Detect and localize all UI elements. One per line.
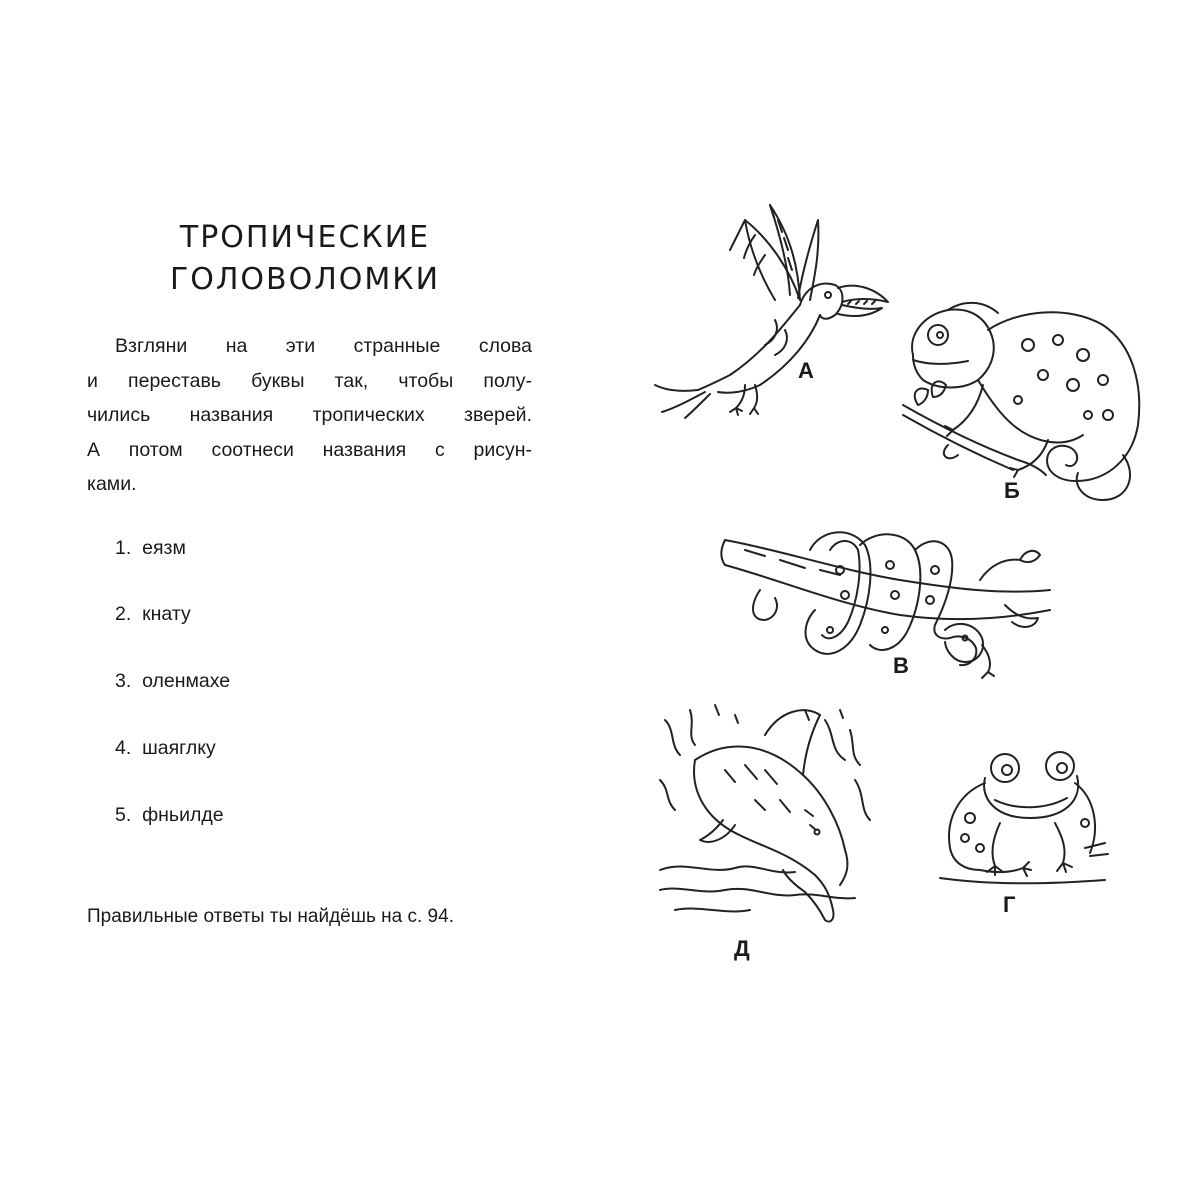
puzzle-word: шаяглку (142, 737, 216, 759)
list-item (115, 601, 191, 627)
puzzle-number: 2. (115, 603, 132, 625)
picture-letter-g: Г (1003, 892, 1016, 917)
intro-paragraph (87, 329, 532, 502)
intro-line-4: А потом соотнеси названия с рисун- (87, 438, 532, 461)
picture-letter-b: Б (1004, 478, 1020, 503)
puzzle-word: еязм (142, 537, 186, 559)
chameleon-illustration (898, 285, 1160, 515)
answers-note: Правильные ответы ты найдёшь на с. 94. (87, 906, 454, 927)
frog-illustration (935, 738, 1110, 888)
intro-line-5: ками. (87, 473, 137, 495)
intro-line-3: чились названия тропических зверей. (87, 404, 532, 426)
list-item (115, 735, 216, 761)
puzzle-number: 1. (115, 537, 132, 559)
picture-letter-v: В (893, 653, 909, 678)
list-item (115, 802, 224, 828)
toucan-illustration (650, 180, 890, 420)
river-dolphin-illustration (655, 700, 875, 925)
intro-line-1: Взгляни на эти странные слова (115, 335, 532, 357)
puzzle-word: оленмахе (142, 670, 231, 692)
page-title-line-1: ТРОПИЧЕСКИЕ (179, 220, 431, 255)
intro-line-2: и переставь буквы так, чтобы полу- (87, 369, 532, 392)
puzzle-word: фньилде (142, 804, 224, 826)
puzzle-number: 3. (115, 670, 132, 692)
puzzle-number: 5. (115, 804, 132, 826)
snake-illustration (720, 510, 1060, 690)
page-title-line-2: ГОЛОВОЛОМКИ (169, 262, 441, 297)
puzzle-word: кнату (142, 603, 191, 625)
picture-letter-a: А (798, 358, 814, 383)
puzzle-number: 4. (115, 737, 132, 759)
picture-letter-d: Д (734, 936, 750, 961)
list-item (115, 535, 186, 561)
list-item (115, 668, 230, 694)
